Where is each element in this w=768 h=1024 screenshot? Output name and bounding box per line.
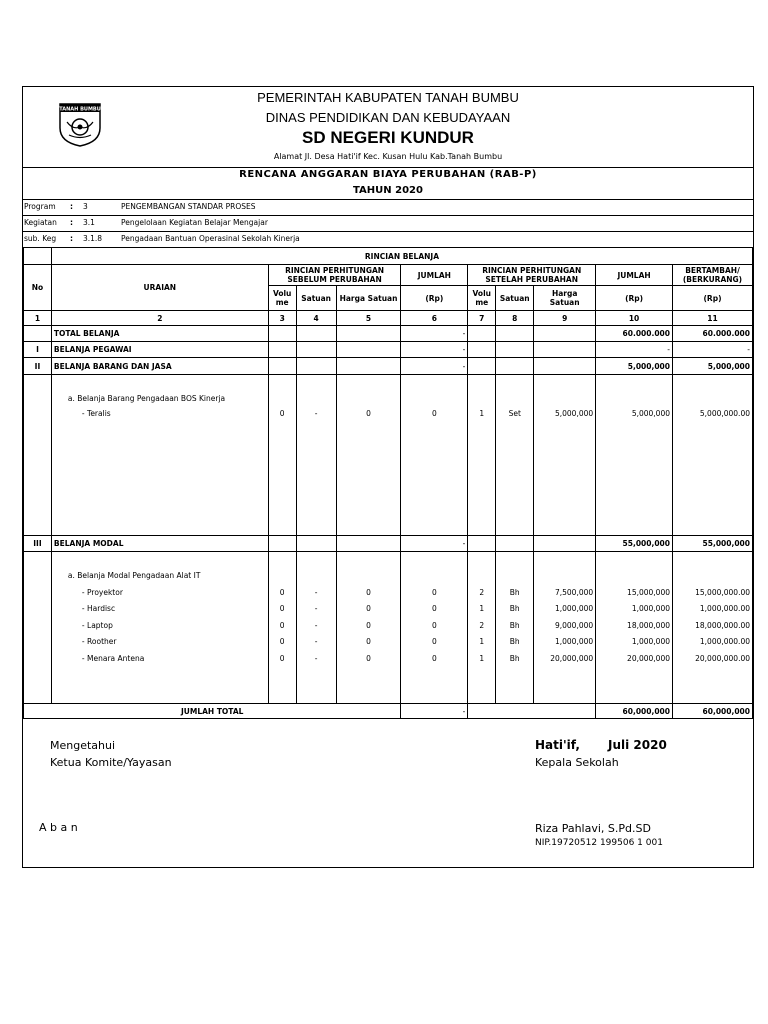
spacer-row	[24, 552, 753, 568]
school-name: SD NEGERI KUNDUR	[302, 128, 474, 147]
col-harga-header: Harga Satuan	[336, 286, 401, 311]
col-satuan2-header: Satuan	[496, 286, 534, 311]
col-satuan-header: Satuan	[296, 286, 336, 311]
sig-right-place: Hati'if,	[535, 738, 580, 752]
jumlah-total-row: JUMLAH TOTAL - 60,000,000 60,000,000	[24, 704, 753, 719]
column-number-row: 1 2 3 4 5 6 7 8 9 10 11	[24, 311, 753, 326]
col-rp2-header: (Rp)	[596, 286, 673, 311]
rincian-belanja-header: RINCIAN BELANJA	[51, 248, 752, 265]
meta-sub-kegiatan: sub. Keg : 3.1.8 Pengadaan Bantuan Operasinal Sekolah Kinerja	[24, 234, 300, 243]
spacer-row	[24, 375, 753, 391]
total-belanja-row: TOTAL BELANJA - 60.000.000 60.000.000	[24, 326, 753, 342]
col-bertambah-header: BERTAMBAH/ (BERKURANG)	[673, 265, 753, 286]
col-sebelum-header: RINCIAN PERHITUNGAN SEBELUM PERUBAHAN	[268, 265, 401, 286]
document-page	[22, 86, 754, 868]
section-row: I BELANJA PEGAWAI - - -	[24, 342, 753, 358]
item-row: - Proyektor 0 - 0 0 2 Bh 7,500,000 15,000,000 15,000,000.00	[24, 584, 753, 601]
item-row: - Hardisc 0 - 0 0 1 Bh 1,000,000 1,000,000 1,000,000.00	[24, 601, 753, 617]
col-no-header: No	[24, 265, 52, 311]
spacer-row	[24, 422, 753, 536]
col-volume2-header: Volu me	[468, 286, 496, 311]
col-volume-header: Volu me	[268, 286, 296, 311]
document-title: RENCANA ANGGARAN BIAYA PERUBAHAN (RAB-P)	[239, 169, 537, 180]
sig-right-date: Juli 2020	[608, 738, 667, 752]
letterhead	[23, 87, 753, 168]
col-jumlah-header: JUMLAH	[401, 265, 468, 286]
item-row: - Menara Antena 0 - 0 0 1 Bh 20,000,000 20,000,000 20,000,000.00	[24, 650, 753, 667]
sig-right-name: Riza Pahlavi, S.Pd.SD	[535, 822, 651, 835]
department-name: DINAS PENDIDIKAN DAN KEBUDAYAAN	[265, 110, 511, 125]
section-row: III BELANJA MODAL - 55,000,000 55,000,000	[24, 536, 753, 552]
document-year: TAHUN 2020	[353, 185, 423, 196]
col-rp3-header: (Rp)	[673, 286, 753, 311]
sig-right-nip: NIP.19720512 199506 1 001	[535, 838, 663, 848]
col-harga2-header: Harga Satuan	[534, 286, 596, 311]
item-row: - Laptop 0 - 0 0 2 Bh 9,000,000 18,000,000 18,000,000.00	[24, 617, 753, 634]
emblem-text: TANAH BUMBU	[59, 106, 101, 113]
sig-right-title: Kepala Sekolah	[535, 756, 619, 769]
sig-left-line2: Ketua Komite/Yayasan	[50, 756, 172, 769]
sig-left-name: A b a n	[39, 821, 78, 834]
budget-table	[23, 247, 753, 719]
item-row: - Teralis 0 - 0 0 1 Set 5,000,000 5,000,000 5,000,000.00	[24, 406, 753, 422]
meta-kegiatan: Kegiatan : 3.1 Pengelolaan Kegiatan Belajar Mengajar	[24, 218, 268, 227]
group-row: a. Belanja Modal Pengadaan Alat IT	[24, 568, 753, 584]
spacer-row	[24, 667, 753, 704]
meta-program: Program : 3 PENGEMBANGAN STANDAR PROSES	[24, 202, 256, 211]
school-address: Alamat Jl. Desa Hati'if Kec. Kusan Hulu Kab.Tanah Bumbu	[273, 152, 503, 161]
item-row: - Roother 0 - 0 0 1 Bh 1,000,000 1,000,000 1,000,000.00	[24, 634, 753, 650]
col-setelah-header: RINCIAN PERHITUNGAN SETELAH PERUBAHAN	[468, 265, 596, 286]
gov-name: PEMERINTAH KABUPATEN TANAH BUMBU	[257, 90, 519, 105]
section-row: II BELANJA BARANG DAN JASA - 5,000,000 5,000,000	[24, 358, 753, 375]
group-row: a. Belanja Barang Pengadaan BOS Kinerja	[24, 391, 753, 406]
sig-left-line1: Mengetahui	[50, 739, 116, 752]
col-rp-header: (Rp)	[401, 286, 468, 311]
col-jumlah2-header: JUMLAH	[596, 265, 673, 286]
col-uraian-header: URAIAN	[51, 265, 268, 311]
